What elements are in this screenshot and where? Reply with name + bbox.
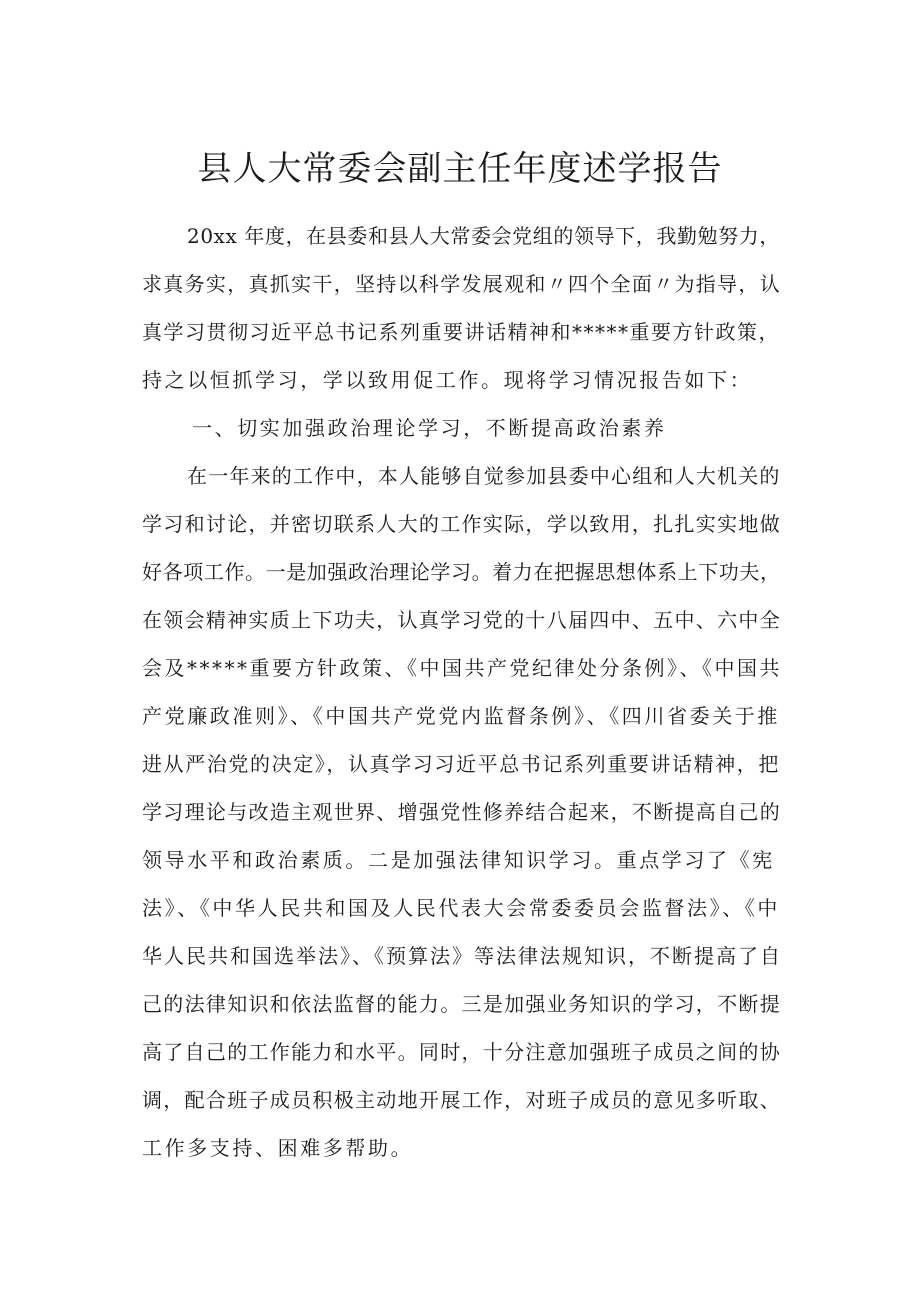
intro-text: 20xx 年度，在县委和县人大常委会党组的领导下，我勤勉努力， — [187, 224, 780, 248]
section-line — [142, 836, 782, 884]
section-line — [142, 644, 782, 692]
section-line — [142, 500, 782, 548]
intro-text: 真学习贯彻习近平总书记系列重要讲话精神和*****重要方针政策， — [142, 320, 780, 344]
section-text: 会及*****重要方针政策、《中国共产党纪律处分条例》、《中国共 — [142, 656, 782, 680]
section-text: 进从严治党的决定》，认真学习习近平总书记系列重要讲话精神，把 — [142, 752, 780, 776]
section-text: 领导水平和政治素质。二是加强法律知识学习。重点学习了《宪 — [142, 848, 775, 872]
section-text: 工作多支持、困难多帮助。 — [142, 1136, 414, 1160]
section-text: 华人民共和国选举法》、《预算法》等法律法规知识，不断提高了自 — [142, 944, 782, 968]
section-text: 产党廉政准则》、《中国共产党党内监督条例》、《四川省委关于推 — [142, 704, 780, 728]
intro-line — [142, 356, 782, 404]
section-line — [142, 980, 782, 1028]
intro-text: 求真务实，真抓实干，坚持以科学发展观和〃四个全面〃为指导，认 — [142, 272, 781, 296]
intro-line — [142, 260, 782, 308]
section-text: 好各项工作。一是加强政治理论学习。着力在把握思想体系上下功夫， — [142, 560, 781, 584]
intro-line — [142, 308, 782, 356]
section-line — [142, 548, 782, 596]
section-line — [142, 596, 782, 644]
intro-line — [142, 212, 782, 260]
section-text: 在领会精神实质上下功夫，认真学习党的十八届四中、五中、六中全 — [142, 608, 781, 632]
section-line — [142, 1076, 782, 1124]
section-line — [142, 692, 782, 740]
section-text: 调，配合班子成员积极主动地开展工作，对班子成员的意见多听取、 — [142, 1088, 781, 1112]
section-heading-text: 一、切实加强政治理论学习，不断提高政治素养 — [192, 416, 667, 440]
section-line — [142, 740, 782, 788]
section-heading — [142, 404, 782, 452]
intro-text: 持之以恒抓学习，学以致用促工作。现将学习情况报告如下： — [142, 368, 753, 392]
section-text: 学习理论与改造主观世界、增强党性修养结合起来，不断提高自己的 — [142, 800, 781, 824]
section-text: 己的法律知识和依法监督的能力。三是加强业务知识的学习，不断提 — [142, 992, 781, 1016]
section-text: 学习和讨论，并密切联系人大的工作实际，学以致用，扎扎实实地做 — [142, 512, 781, 536]
section-text: 在一年来的工作中，本人能够自觉参加县委中心组和人大机关的 — [187, 464, 781, 488]
section-line — [142, 1124, 782, 1172]
section-line — [142, 1028, 782, 1076]
section-line — [142, 932, 782, 980]
section-line — [142, 452, 782, 500]
section-text: 法》、《中华人民共和国及人民代表大会常委委员会监督法》、《中 — [142, 896, 780, 920]
section-line — [142, 788, 782, 836]
section-text: 高了自己的工作能力和水平。同时，十分注意加强班子成员之间的协 — [142, 1040, 781, 1064]
document-title: 县人大常委会副主任年度述学报告 — [197, 149, 723, 189]
section-line — [142, 884, 782, 932]
document-body — [142, 212, 782, 1172]
